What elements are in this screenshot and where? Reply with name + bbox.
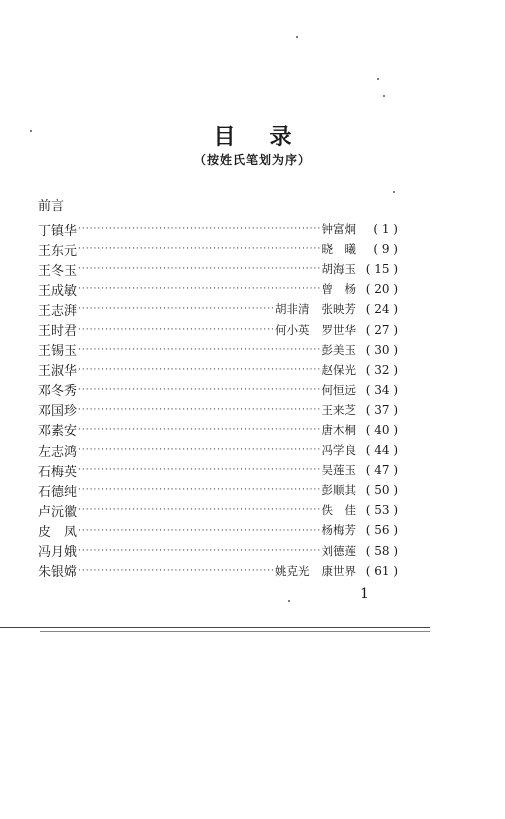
entry-authors [322, 281, 357, 297]
toc-entry [38, 340, 398, 360]
toc-entry [38, 561, 398, 581]
entry-author: 佚 佳 [321, 503, 356, 518]
entry-name: 王锡玉 [38, 344, 78, 360]
entry-name: 邓素安 [38, 424, 78, 440]
entry-author: 唐木桐 [321, 422, 356, 437]
entry-page-number: ( 56 ) [365, 523, 398, 538]
dot-leader [78, 324, 274, 340]
entry-author: 胡非清 [275, 302, 310, 317]
entry-name: 邓冬秀 [38, 384, 78, 400]
entry-author: 康世界 [321, 563, 356, 578]
entry-page-number: ( 53 ) [365, 503, 398, 518]
dot-leader [78, 444, 320, 460]
entry-authors [322, 241, 357, 257]
entry-author: 彭顺其 [321, 483, 356, 498]
entry-page-number: ( 50 ) [365, 483, 398, 498]
toc-entry [38, 259, 398, 279]
entry-authors [322, 462, 357, 478]
entry-authors [322, 543, 357, 559]
scan-speck [296, 36, 298, 38]
entry-authors [322, 362, 357, 378]
entry-name: 王淑华 [38, 364, 78, 380]
entry-authors [322, 402, 357, 418]
dot-leader [78, 384, 320, 400]
entry-authors [322, 522, 357, 538]
entry-author: 胡海玉 [321, 262, 356, 277]
dot-leader [78, 504, 320, 520]
scan-speck [288, 600, 290, 602]
dot-leader [78, 303, 274, 319]
entry-authors [322, 422, 357, 438]
scan-speck [30, 130, 32, 132]
dot-leader [78, 283, 320, 299]
toc-entry [38, 219, 398, 239]
entry-author: 彭美玉 [321, 342, 356, 357]
entry-page-number: ( 44 ) [365, 443, 398, 458]
dot-leader [78, 424, 320, 440]
entry-page-number: ( 30 ) [365, 342, 398, 357]
entry-page-number: ( 34 ) [365, 382, 398, 397]
entry-authors [322, 482, 357, 498]
preface-entry: 前言 [38, 199, 65, 214]
entry-page-number: ( 37 ) [365, 402, 398, 417]
toc-entry [38, 541, 398, 561]
entry-authors [322, 221, 357, 237]
entry-author: 钟富炯 [321, 222, 356, 237]
entry-name: 王冬玉 [38, 263, 78, 279]
entry-author: 杨梅芳 [321, 523, 356, 538]
entry-author: 王来芝 [321, 402, 356, 417]
entry-authors [275, 301, 356, 317]
entry-author: 张映芳 [321, 302, 356, 317]
dot-leader [78, 243, 320, 259]
bottom-rule-secondary [40, 631, 430, 632]
dot-leader [78, 344, 320, 360]
entry-name: 朱银嫦 [38, 565, 78, 581]
entry-author: 吴莲玉 [321, 463, 356, 478]
entry-author: 罗世华 [321, 322, 356, 337]
dot-leader [78, 404, 320, 420]
bottom-rule [0, 627, 430, 628]
toc-entry [38, 500, 398, 520]
scan-speck [377, 78, 379, 80]
table-of-contents [38, 219, 398, 581]
entry-author: 冯学良 [321, 443, 356, 458]
entry-name: 石梅英 [38, 464, 78, 480]
entry-authors [322, 442, 357, 458]
entry-authors [322, 261, 357, 277]
entry-page-number: ( 24 ) [365, 302, 398, 317]
dot-leader [78, 525, 320, 541]
entry-name: 王东元 [38, 243, 78, 259]
entry-author: 何恒远 [321, 382, 356, 397]
dot-leader [78, 263, 320, 279]
entry-authors [322, 382, 357, 398]
toc-entry [38, 480, 398, 500]
entry-name: 王时君 [38, 324, 78, 340]
toc-entry [38, 239, 398, 259]
entry-name: 王志湃 [38, 303, 78, 319]
page-number: 1 [360, 586, 369, 602]
toc-entry [38, 460, 398, 480]
entry-page-number: ( 61 ) [365, 563, 398, 578]
toc-entry [38, 400, 398, 420]
toc-entry [38, 520, 398, 540]
entry-name: 石德纯 [38, 484, 78, 500]
scan-speck [393, 191, 395, 193]
entry-name: 丁镇华 [38, 223, 78, 239]
entry-name: 王成敏 [38, 283, 78, 299]
entry-page-number: ( 1 ) [373, 222, 398, 237]
entry-page-number: ( 40 ) [365, 422, 398, 437]
entry-name: 左志鸿 [38, 444, 78, 460]
dot-leader [78, 545, 320, 561]
entry-page-number: ( 32 ) [365, 362, 398, 377]
entry-authors [322, 342, 357, 358]
dot-leader [78, 364, 320, 380]
entry-author: 晓 曦 [321, 242, 356, 257]
page-title: 目录 [213, 124, 326, 150]
entry-name: 卢沅徽 [38, 504, 78, 520]
dot-leader [78, 223, 320, 239]
entry-authors [275, 563, 356, 579]
toc-entry [38, 360, 398, 380]
toc-entry [38, 319, 398, 339]
toc-entry [38, 380, 398, 400]
entry-name: 皮 凤 [38, 524, 78, 540]
entry-page-number: ( 9 ) [373, 242, 398, 257]
entry-author: 赵保光 [321, 362, 356, 377]
entry-name: 冯月娥 [38, 545, 78, 561]
entry-authors [322, 502, 357, 518]
toc-entry [38, 420, 398, 440]
entry-author: 姚克光 [275, 563, 310, 578]
entry-author: 曾 杨 [321, 282, 356, 297]
page-subtitle: （按姓氏笔划为序） [193, 153, 311, 167]
entry-name: 邓国珍 [38, 404, 78, 420]
entry-page-number: ( 15 ) [365, 262, 398, 277]
dot-leader [78, 565, 274, 581]
entry-page-number: ( 20 ) [365, 282, 398, 297]
entry-authors [275, 322, 356, 338]
toc-entry [38, 299, 398, 319]
toc-entry [38, 279, 398, 299]
entry-page-number: ( 27 ) [365, 322, 398, 337]
toc-entry [38, 440, 398, 460]
dot-leader [78, 484, 320, 500]
entry-page-number: ( 47 ) [365, 463, 398, 478]
scan-speck [383, 95, 385, 97]
entry-page-number: ( 58 ) [365, 543, 398, 558]
entry-author: 刘德莲 [321, 543, 356, 558]
dot-leader [78, 464, 320, 480]
entry-author: 何小英 [275, 322, 310, 337]
